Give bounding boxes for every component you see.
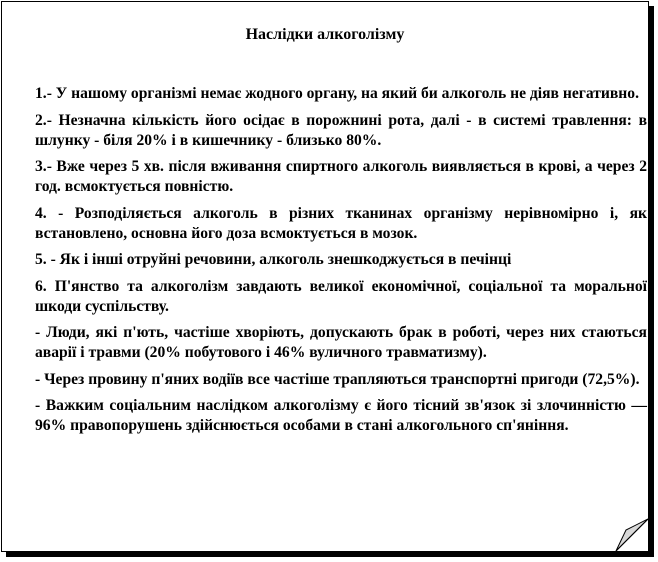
paragraph-3: 3.- Вже через 5 хв. після вживання спиртного алкоголь виявляється в крові, а через 2 год. всмоктується повністю.: [35, 158, 647, 195]
document-title: Наслідки алкоголізму: [245, 26, 405, 43]
paragraph-8: - Через провину п'яних водіїв все частіше трапляються транспортні пригоди (72,5%).: [35, 370, 640, 388]
document-body: [35, 84, 647, 443]
paragraph-6: 6. П'янство та алкоголізм завдають великої економічної, соціальної та моральної шкоди суспільству.: [35, 277, 647, 315]
document-page: [1, 1, 649, 552]
page-curl-icon: [608, 511, 648, 551]
paragraph-7: - Люди, які п'ють, частіше хворіють, допускають брак в роботі, через них стаються аварії і травми (20% побутового і 46% вуличного травматизму).: [35, 324, 647, 361]
paragraph-4: 4. - Розподіляється алкоголь в різних тканинах організму нерівномірно і, як встановлено, основна його доза всмоктується в мозок.: [35, 204, 647, 242]
paragraph-5: 5. - Як і інші отруйні речовини, алкоголь знешкоджується в печінці: [35, 251, 512, 268]
paragraph-2: 2.- Незначна кількість його осідає в порожнині рота, далі - в системі травлення: в шлунку - біля 20% і в кишечнику - близько 80%.: [35, 111, 647, 149]
paragraph-9: - Важким соціальним наслідком алкоголізму є його тісний зв'язок зі злочинністю — 96% правопорушень здійснюється особами в стані алкогольного сп'яніння.: [35, 397, 647, 434]
paragraph-1: 1.- У нашому організмі немає жодного органу, на який би алкоголь не діяв негативно.: [35, 85, 639, 102]
